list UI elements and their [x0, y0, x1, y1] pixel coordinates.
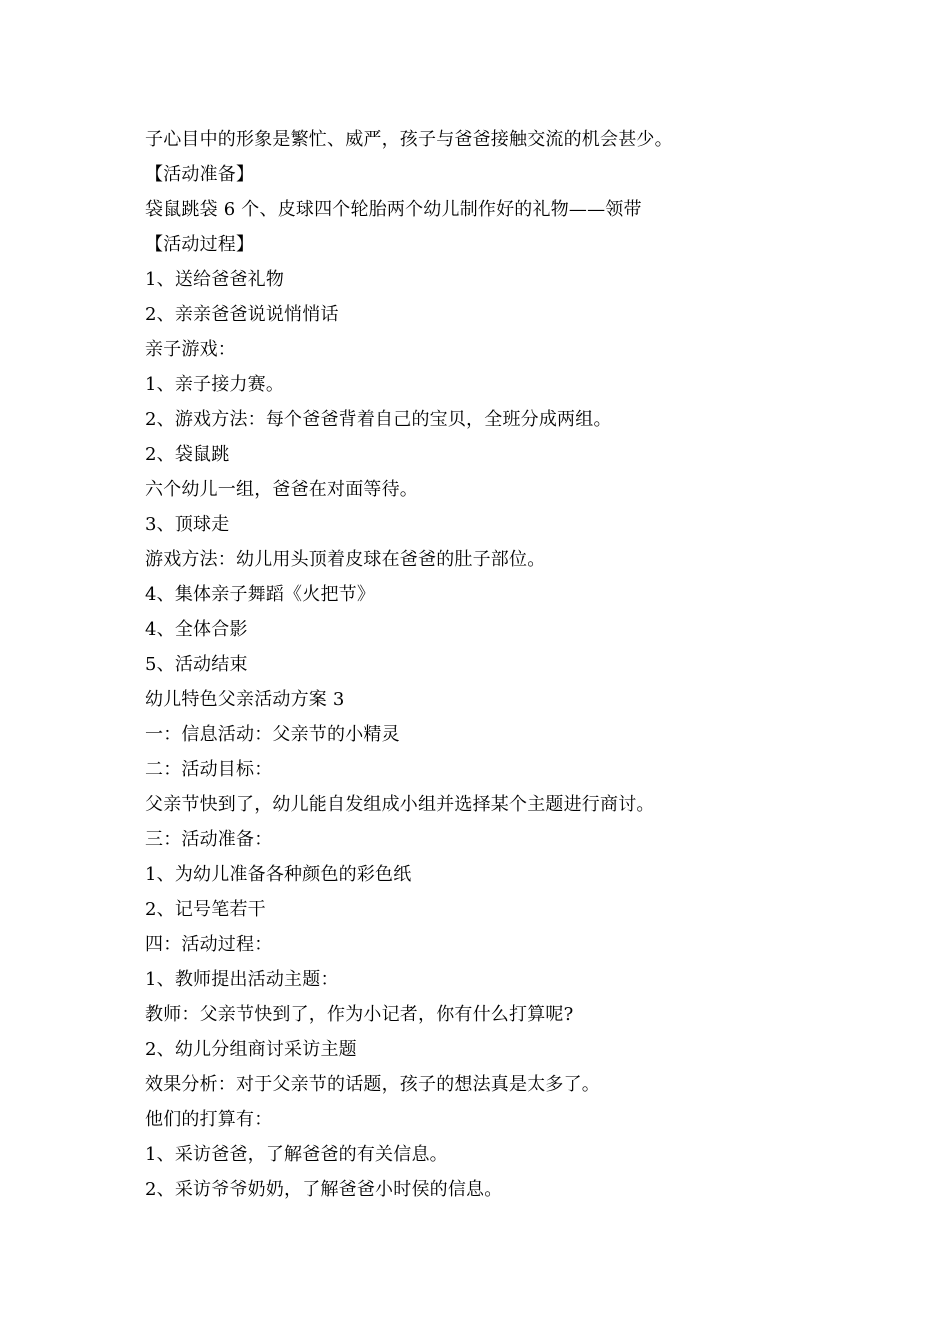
text-line: 四：活动过程：: [145, 934, 273, 955]
list-item: 2、游戏方法：每个爸爸背着自己的宝贝，全班分成两组。: [145, 409, 612, 430]
text-line: 效果分析：对于父亲节的话题，孩子的想法真是太多了。: [145, 1074, 600, 1095]
list-item: 1、采访爸爸，了解爸爸的有关信息。: [145, 1144, 448, 1165]
list-item: 2、采访爷爷奶奶，了解爸爸小时侯的信息。: [145, 1179, 503, 1200]
text-line: 六个幼儿一组，爸爸在对面等待。: [145, 479, 418, 500]
text-line: 教师：父亲节快到了，作为小记者，你有什么打算呢?: [145, 1004, 574, 1025]
text-line: 他们的打算有：: [145, 1109, 273, 1130]
list-item: 1、教师提出活动主题：: [145, 969, 339, 990]
text-line: 亲子游戏：: [145, 339, 236, 360]
section-heading: 【活动准备】: [145, 164, 255, 185]
list-item: 2、亲亲爸爸说说悄悄话: [145, 304, 339, 325]
list-item: 1、为幼儿准备各种颜色的彩色纸: [145, 864, 412, 885]
document-title: 幼儿特色父亲活动方案 3: [145, 689, 345, 710]
list-item: 4、全体合影: [145, 619, 248, 640]
text-line: 父亲节快到了，幼儿能自发组成小组并选择某个主题进行商讨。: [145, 794, 655, 815]
list-item: 5、活动结束: [145, 654, 248, 675]
list-item: 3、顶球走: [145, 514, 230, 535]
list-item: 2、袋鼠跳: [145, 444, 230, 465]
text-line: 袋鼠跳袋 6 个、皮球四个轮胎两个幼儿制作好的礼物——领带: [145, 199, 642, 220]
document-body: [145, 122, 825, 1207]
list-item: 1、亲子接力赛。: [145, 374, 285, 395]
text-line: 一：信息活动：父亲节的小精灵: [145, 724, 400, 745]
list-item: 2、记号笔若干: [145, 899, 266, 920]
text-line: 二：活动目标：: [145, 759, 273, 780]
text-line: 游戏方法：幼儿用头顶着皮球在爸爸的肚子部位。: [145, 549, 546, 570]
text-line: 子心目中的形象是繁忙、威严，孩子与爸爸接触交流的机会甚少。: [145, 129, 673, 150]
text-line: 三：活动准备：: [145, 829, 273, 850]
list-item: 2、幼儿分组商讨采访主题: [145, 1039, 357, 1060]
section-heading: 【活动过程】: [145, 234, 255, 255]
list-item: 1、送给爸爸礼物: [145, 269, 285, 290]
list-item: 4、集体亲子舞蹈《火把节》: [145, 584, 376, 605]
